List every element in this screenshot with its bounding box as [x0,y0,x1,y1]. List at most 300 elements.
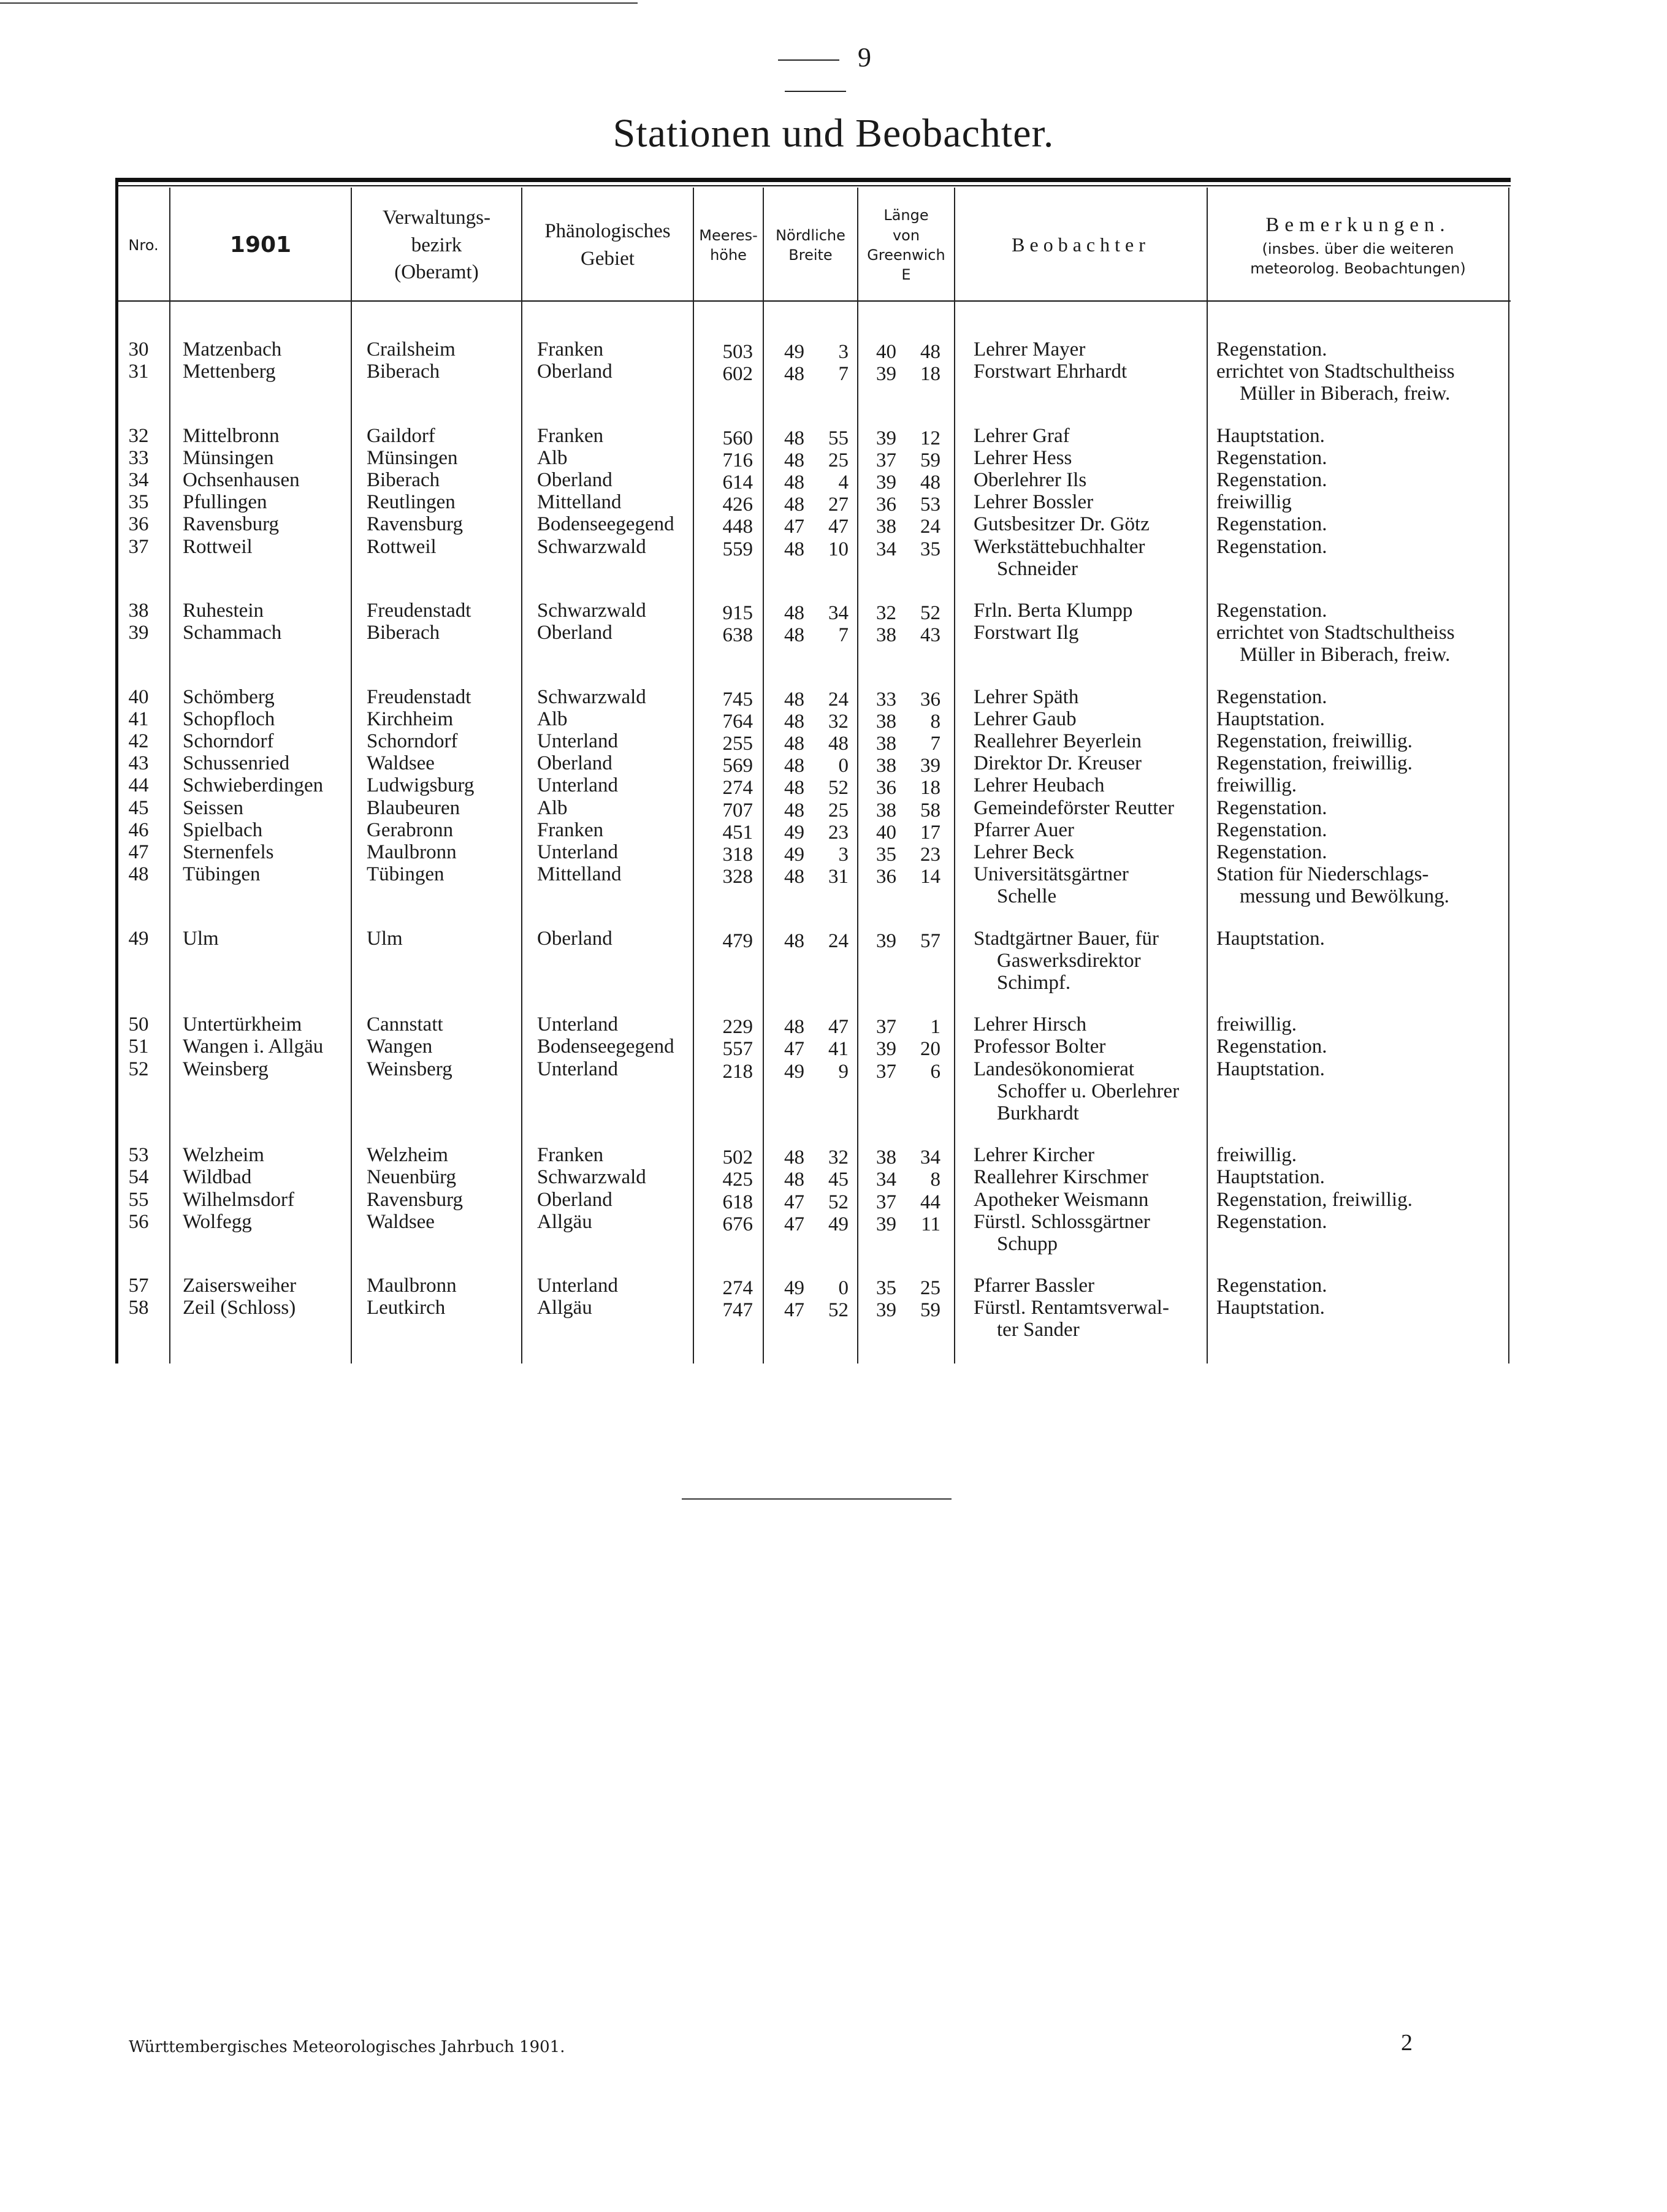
cell-beobachter [974,1058,1179,1124]
beobachter-line: Lehrer Graf [974,424,1070,447]
cell-station: Untertürkheim [183,1013,302,1036]
beobachter-line: Direktor Dr. Kreuser [974,752,1142,775]
cell-breite-min: 52 [828,1191,849,1213]
header-laenge: Länge von Greenwich E [867,207,945,284]
beobachter-line: ter Sander [997,1319,1080,1341]
cell-gebiet: Oberland [537,360,612,383]
cell-bemerkung [1216,752,1413,774]
cell-breite-deg: 48 [784,494,804,516]
cell-bemerkung [1216,797,1327,819]
cell-gebiet: Alb [537,796,568,819]
cell-gebiet: Schwarzwald [537,535,646,558]
header-bezirk: Verwaltungs- bezirk (Oberamt) [383,207,490,284]
page-number [711,42,920,104]
bemerkung-line: Hauptstation. [1216,707,1325,730]
cell-nr: 32 [128,424,149,447]
cell-station: Welzheim [183,1144,264,1167]
cell-breite-deg: 48 [784,710,804,733]
cell-gebiet: Bodenseegegend [537,513,674,536]
cell-nr: 52 [128,1058,149,1080]
cell-station: Schussenried [183,752,290,775]
cell-breite-min: 45 [828,1169,849,1191]
header-hoehe: Meeres- höhe [699,226,758,264]
cell-breite-min: 48 [828,733,849,755]
closing-rule [682,1498,952,1500]
cell-bezirk: Freudenstadt [367,685,471,708]
cell-hoehe: 218 [722,1060,753,1083]
cell-breite-min: 49 [828,1213,849,1235]
cell-laenge-deg: 40 [876,341,896,363]
cell-laenge-deg: 37 [876,1016,896,1039]
cell-station: Mettenberg [183,360,276,383]
cell-breite-min: 31 [828,866,849,888]
cell-laenge-min: 8 [930,1169,940,1191]
cell-bezirk: Ravensburg [367,513,463,536]
beobachter-line: Fürstl. Rentamtsverwal- [974,1297,1169,1319]
cell-laenge-min: 35 [920,538,940,560]
cell-hoehe: 676 [722,1213,753,1235]
cell-laenge-deg: 39 [876,1213,896,1235]
cell-bezirk: Kirchheim [367,707,454,730]
cell-bemerkung [1216,1058,1325,1080]
cell-nr: 44 [128,774,149,797]
cell-breite-deg: 48 [784,427,804,449]
cell-bemerkung [1216,622,1455,666]
cell-breite-deg: 47 [784,516,804,538]
cell-laenge-deg: 33 [876,688,896,711]
cell-laenge-min: 14 [920,866,940,888]
cell-laenge-min: 48 [920,341,940,363]
cell-beobachter [974,513,1150,535]
cell-laenge-deg: 34 [876,1169,896,1191]
cell-breite-min: 23 [828,821,849,844]
cell-bezirk: Welzheim [367,1144,448,1167]
table-body [115,178,1511,1363]
cell-beobachter [974,1189,1148,1211]
cell-hoehe: 425 [722,1169,753,1191]
cell-gebiet: Mittelland [537,491,622,514]
cell-laenge-min: 57 [920,929,940,952]
cell-breite-deg: 48 [784,449,804,471]
cell-hoehe: 764 [722,710,753,733]
beobachter-line: Schneider [997,557,1078,580]
bemerkung-line: Regenstation. [1216,841,1327,863]
cell-laenge-deg: 37 [876,449,896,471]
bemerkung-line: Regenstation. [1216,513,1327,536]
cell-station: Ravensburg [183,513,280,536]
cell-breite-min: 47 [828,516,849,538]
cell-bemerkung [1216,513,1327,535]
cell-beobachter [974,1013,1086,1035]
cell-nr: 31 [128,360,149,383]
cell-breite-min: 4 [838,471,849,494]
cell-gebiet: Oberland [537,469,612,491]
cell-bezirk: Ravensburg [367,1188,463,1211]
cell-breite-min: 24 [828,688,849,711]
cell-nr: 56 [128,1210,149,1233]
cell-breite-min: 27 [828,494,849,516]
cell-station: Schwieberdingen [183,774,324,797]
cell-hoehe: 569 [722,755,753,777]
cell-bemerkung [1216,774,1297,796]
cell-breite-deg: 49 [784,1060,804,1083]
cell-laenge-deg: 38 [876,1146,896,1169]
cell-breite-deg: 47 [784,1213,804,1235]
cell-bemerkung [1216,491,1292,513]
bemerkung-line: Regenstation, freiwillig. [1216,1188,1413,1211]
cell-breite-deg: 48 [784,538,804,560]
cell-beobachter [974,1211,1150,1255]
cell-breite-deg: 47 [784,1191,804,1213]
beobachter-line: Gemeindeförster Reutter [974,796,1175,819]
cell-bezirk: Münsingen [367,446,458,469]
cell-beobachter [974,536,1145,580]
cell-breite-deg: 48 [784,602,804,624]
cell-gebiet: Unterland [537,1275,618,1297]
cell-laenge-min: 36 [920,688,940,711]
beobachter-line: Gaswerksdirektor [997,949,1141,972]
cell-laenge-min: 39 [920,755,940,777]
cell-gebiet: Oberland [537,927,612,950]
cell-beobachter [974,774,1104,796]
cell-hoehe: 747 [722,1299,753,1322]
cell-laenge-deg: 39 [876,427,896,449]
beobachter-line: Werkstättebuchhalter [974,535,1145,558]
cell-bemerkung [1216,1211,1327,1233]
cell-laenge-min: 53 [920,494,940,516]
beobachter-line: Lehrer Hess [974,446,1072,469]
cell-bezirk: Waldsee [367,752,435,775]
cell-breite-deg: 48 [784,799,804,822]
cell-gebiet: Unterland [537,774,618,797]
cell-gebiet: Unterland [537,1058,618,1080]
beobachter-line: Gutsbesitzer Dr. Götz [974,513,1150,536]
beobachter-line: Lehrer Hirsch [974,1013,1087,1036]
cell-breite-deg: 48 [784,733,804,755]
cell-nr: 40 [128,685,149,708]
cell-breite-min: 47 [828,1016,849,1039]
cell-bemerkung [1216,1166,1325,1188]
bemerkung-line: Regenstation. [1216,1210,1327,1233]
cell-laenge-deg: 38 [876,710,896,733]
cell-hoehe: 707 [722,799,753,822]
cell-station: Wangen i. Allgäu [183,1035,324,1058]
cell-bemerkung [1216,338,1327,360]
footer-sheet-number: 2 [1401,2030,1413,2056]
cell-gebiet: Schwarzwald [537,1166,646,1189]
cell-breite-min: 0 [838,755,849,777]
cell-gebiet: Alb [537,446,568,469]
cell-breite-deg: 47 [784,1038,804,1061]
beobachter-line: Forstwart Ilg [974,622,1079,644]
cell-beobachter [974,863,1129,907]
cell-hoehe: 229 [722,1016,753,1039]
cell-laenge-min: 17 [920,821,940,844]
cell-nr: 49 [128,927,149,950]
cell-station: Zeil (Schloss) [183,1297,296,1319]
bemerkung-line: Regenstation. [1216,1035,1327,1058]
cell-laenge-min: 59 [920,449,940,471]
cell-bezirk: Gaildorf [367,424,435,447]
cell-station: Schömberg [183,685,275,708]
cell-breite-deg: 49 [784,341,804,363]
beobachter-line: Burkhardt [997,1102,1079,1124]
cell-laenge-deg: 34 [876,538,896,560]
cell-gebiet: Franken [537,424,604,447]
cell-breite-min: 32 [828,1146,849,1169]
cell-breite-min: 34 [828,602,849,624]
cell-hoehe: 915 [722,602,753,624]
cell-hoehe: 618 [722,1191,753,1213]
cell-breite-deg: 48 [784,624,804,647]
cell-gebiet: Unterland [537,1013,618,1036]
cell-breite-deg: 48 [784,1169,804,1191]
cell-breite-min: 7 [838,624,849,647]
cell-hoehe: 502 [722,1146,753,1169]
cell-bezirk: Waldsee [367,1210,435,1233]
cell-nr: 42 [128,730,149,752]
bemerkung-line: freiwillig. [1216,1144,1297,1167]
cell-gebiet: Oberland [537,622,612,644]
cell-bezirk: Biberach [367,469,440,491]
cell-hoehe: 559 [722,538,753,560]
cell-nr: 38 [128,600,149,622]
cell-station: Tübingen [183,863,261,886]
cell-bemerkung [1216,1013,1297,1035]
cell-gebiet: Bodenseegegend [537,1035,674,1058]
cell-gebiet: Mittelland [537,863,622,886]
cell-bemerkung [1216,447,1327,469]
cell-station: Weinsberg [183,1058,269,1080]
cell-beobachter [974,600,1132,622]
cell-laenge-deg: 36 [876,777,896,799]
cell-laenge-deg: 37 [876,1060,896,1083]
cell-bezirk: Cannstatt [367,1013,443,1036]
cell-hoehe: 318 [722,844,753,866]
cell-beobachter [974,928,1159,994]
cell-bezirk: Maulbronn [367,841,457,863]
beobachter-line: Reallehrer Kirschmer [974,1166,1148,1189]
cell-beobachter [974,1144,1094,1166]
beobachter-line: Fürstl. Schlossgärtner [974,1210,1150,1233]
header-year: 1901 [229,232,292,257]
bemerkung-line: Regenstation. [1216,469,1327,491]
cell-nr: 33 [128,446,149,469]
beobachter-line: Pfarrer Bassler [974,1275,1095,1297]
bemerkung-line: Regenstation. [1216,446,1327,469]
cell-nr: 30 [128,338,149,360]
cell-breite-min: 52 [828,1299,849,1322]
cell-laenge-min: 24 [920,516,940,538]
cell-hoehe: 503 [722,341,753,363]
cell-hoehe: 560 [722,427,753,449]
bemerkung-line: freiwillig. [1216,774,1297,797]
beobachter-line: Landesökonomierat [974,1058,1135,1080]
cell-station: Rottweil [183,535,253,558]
bemerkung-line: messung und Bewölkung. [1240,885,1449,908]
cell-beobachter [974,447,1072,469]
beobachter-line: Reallehrer Beyerlein [974,730,1142,752]
cell-beobachter [974,686,1078,708]
beobachter-line: Frln. Berta Klumpp [974,600,1133,622]
cell-bezirk: Freudenstadt [367,600,471,622]
cell-laenge-min: 6 [930,1060,940,1083]
cell-bezirk: Ulm [367,927,403,950]
cell-hoehe: 451 [722,821,753,844]
beobachter-line: Forstwart Ehrhardt [974,360,1127,383]
bemerkung-line: Müller in Biberach, freiw. [1240,383,1451,405]
cell-bezirk: Schorndorf [367,730,458,752]
bemerkung-line: Müller in Biberach, freiw. [1240,644,1451,666]
cell-laenge-min: 48 [920,471,940,494]
cell-breite-deg: 49 [784,844,804,866]
cell-breite-min: 3 [838,341,849,363]
cell-laenge-deg: 38 [876,516,896,538]
cell-breite-min: 3 [838,844,849,866]
cell-gebiet: Unterland [537,841,618,863]
cell-bemerkung [1216,841,1327,863]
top-edge-rule [0,2,638,4]
cell-nr: 48 [128,863,149,886]
cell-bezirk: Blaubeuren [367,796,460,819]
cell-gebiet: Schwarzwald [537,685,646,708]
header-nr: Nro. [128,236,159,254]
bemerkung-line: Hauptstation. [1216,1058,1325,1080]
cell-beobachter [974,1275,1094,1297]
cell-hoehe: 328 [722,866,753,888]
bemerkung-line: errichtet von Stadtschultheiss [1216,360,1455,383]
cell-breite-min: 24 [828,929,849,952]
beobachter-line: Lehrer Beck [974,841,1074,863]
header-breite: Nördliche Breite [776,226,845,264]
bemerkung-line: Regenstation. [1216,535,1327,558]
beobachter-line: Stadtgärtner Bauer, für [974,927,1159,950]
cell-laenge-deg: 36 [876,866,896,888]
cell-beobachter [974,1035,1105,1058]
cell-laenge-min: 59 [920,1299,940,1322]
bemerkung-line: freiwillig [1216,491,1292,514]
cell-breite-min: 32 [828,710,849,733]
cell-gebiet: Franken [537,818,604,841]
cell-laenge-deg: 39 [876,471,896,494]
cell-bemerkung [1216,360,1455,405]
cell-laenge-deg: 39 [876,363,896,386]
cell-bemerkung [1216,708,1325,730]
header-beobachter: Beobachter [1012,234,1150,256]
cell-beobachter [974,730,1142,752]
cell-nr: 50 [128,1013,149,1036]
cell-station: Seissen [183,796,243,819]
bemerkung-line: Hauptstation. [1216,1297,1325,1319]
bemerkung-line: Hauptstation. [1216,1166,1325,1189]
cell-bezirk: Weinsberg [367,1058,452,1080]
cell-hoehe: 448 [722,516,753,538]
cell-laenge-deg: 32 [876,602,896,624]
cell-breite-min: 25 [828,799,849,822]
cell-hoehe: 602 [722,363,753,386]
cell-gebiet: Allgäu [537,1210,592,1233]
cell-station: Spielbach [183,818,263,841]
cell-bezirk: Tübingen [367,863,444,886]
page-number-text: 9 [858,42,871,72]
beobachter-line: Universitätsgärtner [974,863,1129,886]
cell-station: Wolfegg [183,1210,252,1233]
cell-laenge-deg: 37 [876,1191,896,1213]
cell-nr: 34 [128,469,149,491]
cell-station: Ruhestein [183,600,264,622]
cell-laenge-min: 34 [920,1146,940,1169]
cell-beobachter [974,841,1074,863]
page-title: Stationen und Beobachter. [612,111,1055,156]
cell-laenge-deg: 38 [876,733,896,755]
cell-bezirk: Maulbronn [367,1275,457,1297]
cell-breite-min: 25 [828,449,849,471]
cell-breite-deg: 48 [784,929,804,952]
cell-bemerkung [1216,600,1327,622]
cell-laenge-deg: 35 [876,1277,896,1300]
cell-station: Wilhelmsdorf [183,1188,294,1211]
bemerkung-line: Hauptstation. [1216,424,1325,447]
cell-beobachter [974,752,1142,774]
cell-bemerkung [1216,1035,1327,1058]
cell-bemerkung [1216,730,1413,752]
beobachter-line: Lehrer Heubach [974,774,1105,797]
beobachter-line: Lehrer Gaub [974,707,1077,730]
cell-breite-deg: 47 [784,1299,804,1322]
cell-laenge-min: 25 [920,1277,940,1300]
bemerkung-line: Hauptstation. [1216,927,1325,950]
bemerkung-line: Regenstation, freiwillig. [1216,730,1413,752]
cell-breite-deg: 48 [784,777,804,799]
cell-hoehe: 557 [722,1038,753,1061]
cell-laenge-deg: 36 [876,494,896,516]
cell-bemerkung [1216,686,1327,708]
cell-laenge-deg: 39 [876,1038,896,1061]
cell-breite-deg: 48 [784,471,804,494]
beobachter-line: Apotheker Weismann [974,1188,1149,1211]
cell-bezirk: Ludwigsburg [367,774,475,797]
cell-beobachter [974,819,1074,841]
cell-bezirk: Gerabronn [367,818,454,841]
page-number-dash-left [778,59,839,61]
cell-bemerkung [1216,425,1325,447]
cell-laenge-min: 44 [920,1191,940,1213]
cell-hoehe: 255 [722,733,753,755]
cell-laenge-deg: 38 [876,755,896,777]
cell-laenge-deg: 35 [876,844,896,866]
cell-nr: 55 [128,1188,149,1211]
bemerkung-line: Regenstation. [1216,600,1327,622]
cell-gebiet: Franken [537,338,604,360]
beobachter-line: Lehrer Bossler [974,491,1094,514]
cell-nr: 58 [128,1297,149,1319]
cell-nr: 35 [128,491,149,514]
header-bemerkungen: Bemerkungen. (insbes. über die weiteren meteorolog. Beobachtungen) [1250,214,1466,278]
cell-laenge-min: 7 [930,733,940,755]
bemerkung-line: Regenstation. [1216,1275,1327,1297]
cell-bezirk: Rottweil [367,535,437,558]
cell-station: Mittelbronn [183,424,280,447]
cell-nr: 54 [128,1166,149,1189]
footer-publication: Württembergisches Meteorologisches Jahrbuch 1901. [129,2038,565,2056]
cell-beobachter [974,360,1127,383]
cell-laenge-min: 43 [920,624,940,647]
cell-breite-min: 52 [828,777,849,799]
cell-laenge-min: 58 [920,799,940,822]
cell-bemerkung [1216,1275,1327,1297]
cell-bezirk: Crailsheim [367,338,456,360]
cell-station: Sternenfels [183,841,274,863]
